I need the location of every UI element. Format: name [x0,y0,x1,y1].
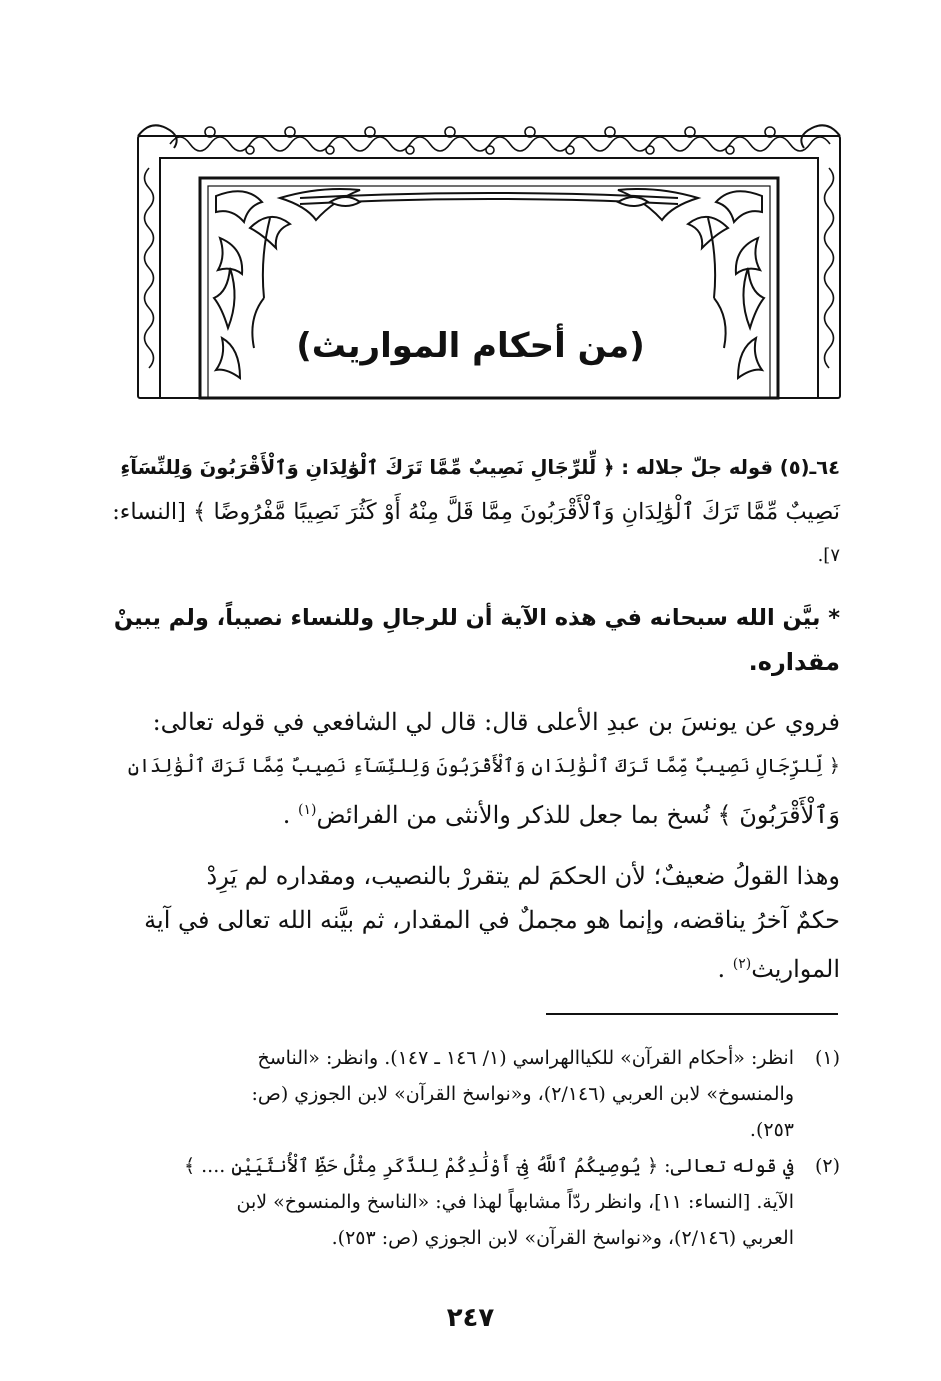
verse-line: نَصِيبٌ مِّمَّا تَرَكَ ٱلْوَٰلِدَانِ وَٱلْأَقْرَبُونَ مِمَّا قَلَّ مِنْهُ أَوْ كَثُرَ نَصِيبًا مَّفْرُوضًا ﴾ [النساء: [112,499,840,525]
footnote-ref[interactable]: (١) [298,802,317,818]
verse-block [112,446,840,578]
footnote-line: ٢٥٣). [749,1119,794,1141]
paragraph-line [112,788,840,837]
paragraph-opinion [112,854,840,991]
paragraph-tail: . [717,955,733,983]
paragraph-line: ﴿ لِّلرِّجَالِ نَصِيبٌ مِّمَّا تَرَكَ ٱلْوَٰلِدَانِ وَٱلْأَقْرَبُونَ وَلِلنِّسَآءِ نَصِيبٌ مِّمَّا تَرَكَ ٱلْوَٰلِدَانِ [127,755,840,777]
paragraph-tail: . [282,801,298,829]
paragraph-text: المواريث [751,955,840,983]
chapter-title: (من أحكام المواريث) [296,326,645,366]
verse-line: ٦٤ـ(٥) قوله جلّ جلاله : ﴿ لِّلرِّجَالِ نَصِيبٌ مِّمَّا تَرَكَ ٱلْوَٰلِدَانِ وَٱلْأَقْرَبُونَ وَلِلنِّسَآءِ [120,456,840,479]
paragraph-line: مقداره. [748,648,840,676]
footnote-separator [546,1013,838,1015]
paragraph-line: وهذا القولُ ضعيفٌ؛ لأن الحكمَ لم يتقررْ بالنصيب، ومقداره لم يَرِدْ [206,862,840,890]
verse-line: ٧]. [817,545,840,566]
footnote-line: في قوله تعالى: ﴿ يُوصِيكُمُ ٱللَّهُ فِىٓ أَوْلَٰدِكُمْ لِلذَّكَرِ مِثْلُ حَظِّ ٱلْأُنثَيَيْنِ .... ﴾ [183,1155,794,1177]
footnote-line: والمنسوخ» لابن العربي (٢/١٤٦)، و«نواسخ القرآن» لابن الجوزي (ص: [251,1083,794,1105]
footnote-1 [112,1040,840,1148]
footnote-line: انظر: «أحكام القرآن» للكياالهراسي (١/ ١٤٦ ـ ١٤٧). وانظر: «الناسخ [257,1047,794,1069]
footnote-ref[interactable]: (٢) [732,956,752,972]
paragraph-line [112,942,840,991]
footnote-line: العربي (٢/١٤٦)، و«نواسخ القرآن» لابن الجوزي (ص: ٢٥٣). [331,1227,794,1249]
paragraph-intro [112,596,840,684]
paragraph-line: فروي عن يونسَ بن عبدِ الأعلى قال: قال لي الشافعي في قوله تعالى: [152,708,840,736]
footnote-2 [112,1148,840,1256]
paragraph-line: * بيَّن الله سبحانه في هذه الآية أن للرجالِ وللنساء نصيباً، ولم يبينْ [113,605,840,631]
footnote-number: (١) [814,1047,840,1069]
page-number: ٢٤٧ [446,1303,495,1333]
footnotes [112,1040,840,1256]
paragraph-narration [112,700,840,837]
paragraph-line: حكمٌ آخرُ يناقضه، وإنما هو مجملٌ في المقدار، ثم بيَّنه الله تعالى في آية [144,906,840,934]
paragraph-text: وَٱلْأَقْرَبُونَ ﴾ نُسخ بما جعل للذكر والأنثى من الفرائض [316,801,840,829]
footnote-line: الآية. [النساء: ١١]، وانظر ردّاً مشابهاً لهذا في: «الناسخ والمنسوخ» لابن [236,1191,794,1213]
footnote-number: (٢) [814,1155,840,1177]
